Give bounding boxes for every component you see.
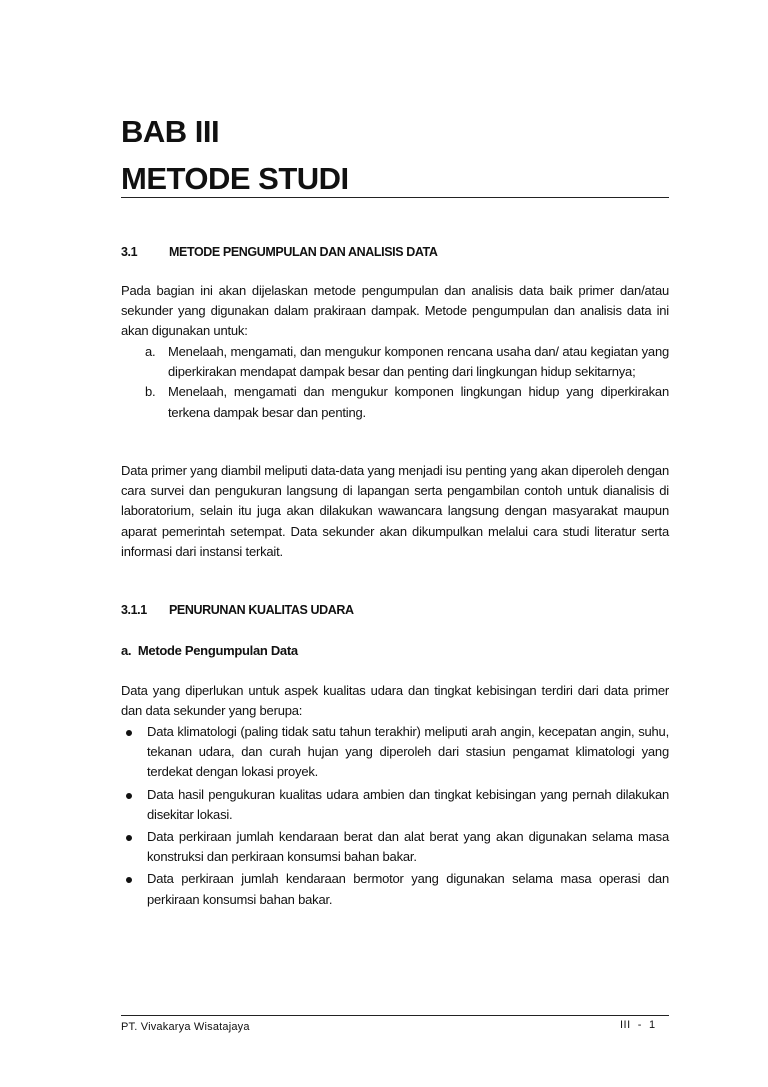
body-paragraph: Data primer yang diambil meliputi data-data yang menjadi isu penting yang akan diperoleh dengan cara survei dan pengukuran langsung di lapangan serta pengambilan contoh untuk dianalisis di laboratorium, selain itu juga akan dilakukan wawancara langsung dengan masyarakat maupun aparat pemerintah setempat. Data sekunder akan dikumpulkan melalui cara studi literatur serta informasi dari instansi terkait.: [121, 463, 669, 559]
bullet-icon: [126, 730, 132, 736]
section-number: 3.1.1: [121, 603, 147, 617]
bullet-text: Data hasil pengukuran kualitas udara ambien dan tingkat kebisingan yang pernah dilakukan disekitar lokasi.: [147, 786, 669, 822]
section-number: 3.1: [121, 245, 138, 259]
subheading-metode-pengumpulan: a. Metode Pengumpulan Data: [121, 643, 298, 658]
bullet-item: [121, 722, 669, 783]
bullet-item: [121, 827, 669, 867]
data-bullet-list: [121, 722, 669, 912]
list-marker: b.: [145, 384, 156, 400]
section-3-1-intro: [121, 281, 669, 342]
bullet-item: [121, 785, 669, 825]
footer-company: PT. Vivakarya Wisatajaya: [121, 1021, 250, 1033]
footer-rule: [121, 1015, 669, 1016]
list-marker: a.: [145, 344, 156, 359]
section-heading-3-1-1: [121, 603, 669, 619]
section-title: PENURUNAN KUALITAS UDARA: [169, 603, 354, 617]
bullet-icon: [126, 877, 132, 883]
bullet-text: Data klimatologi (paling tidak satu tahun terakhir) meliputi arah angin, kecepatan angin, suhu, tekanan udara, dan curah hujan yang diperoleh dari stasiun pengamat klimatologi yang terdekat dengan lokasi proyek.: [147, 724, 669, 780]
section-3-1-paragraph-2: [121, 461, 669, 562]
bullet-text: Data perkiraan jumlah kendaraan bermotor yang digunakan selama masa operasi dan perkiraan konsumsi bahan bakar.: [147, 871, 669, 907]
chapter-title: METODE STUDI: [121, 161, 349, 196]
list-item: [121, 382, 669, 422]
bullet-icon: [126, 793, 132, 799]
chapter-title-rule: [121, 197, 669, 198]
intro-paragraph: Data yang diperlukan untuk aspek kualitas udara dan tingkat kebisingan terdiri dari data primer dan data sekunder yang berupa:: [121, 683, 669, 719]
section-3-1-1-intro: [121, 681, 669, 721]
section-title: METODE PENGUMPULAN DAN ANALISIS DATA: [169, 245, 438, 259]
intro-paragraph: Pada bagian ini akan dijelaskan metode pengumpulan dan analisis data baik primer dan/atau sekunder yang digunakan dalam prakiraan dampak. Metode pengumpulan dan analisis data ini akan digunakan untuk:: [121, 283, 669, 339]
list-item: [121, 342, 669, 382]
bullet-icon: [126, 835, 132, 841]
bullet-item: [121, 869, 669, 909]
bullet-text: Data perkiraan jumlah kendaraan berat dan alat berat yang akan digunakan selama masa konstruksi dan perkiraan konsumsi bahan bakar.: [147, 829, 669, 865]
list-item-text: Menelaah, mengamati, dan mengukur komponen rencana usaha dan/ atau kegiatan yang diperkirakan mendapat dampak besar dan penting dari lingkungan hidup sekitarnya;: [168, 344, 669, 380]
chapter-label: BAB III: [121, 114, 220, 149]
purpose-list: [121, 342, 669, 423]
footer-page-number: III - 1: [620, 1019, 656, 1031]
section-heading-3-1: [121, 245, 669, 261]
list-item-text: Menelaah, mengamati dan mengukur komponen lingkungan hidup yang diperkirakan terkena dampak besar dan penting.: [168, 384, 669, 420]
